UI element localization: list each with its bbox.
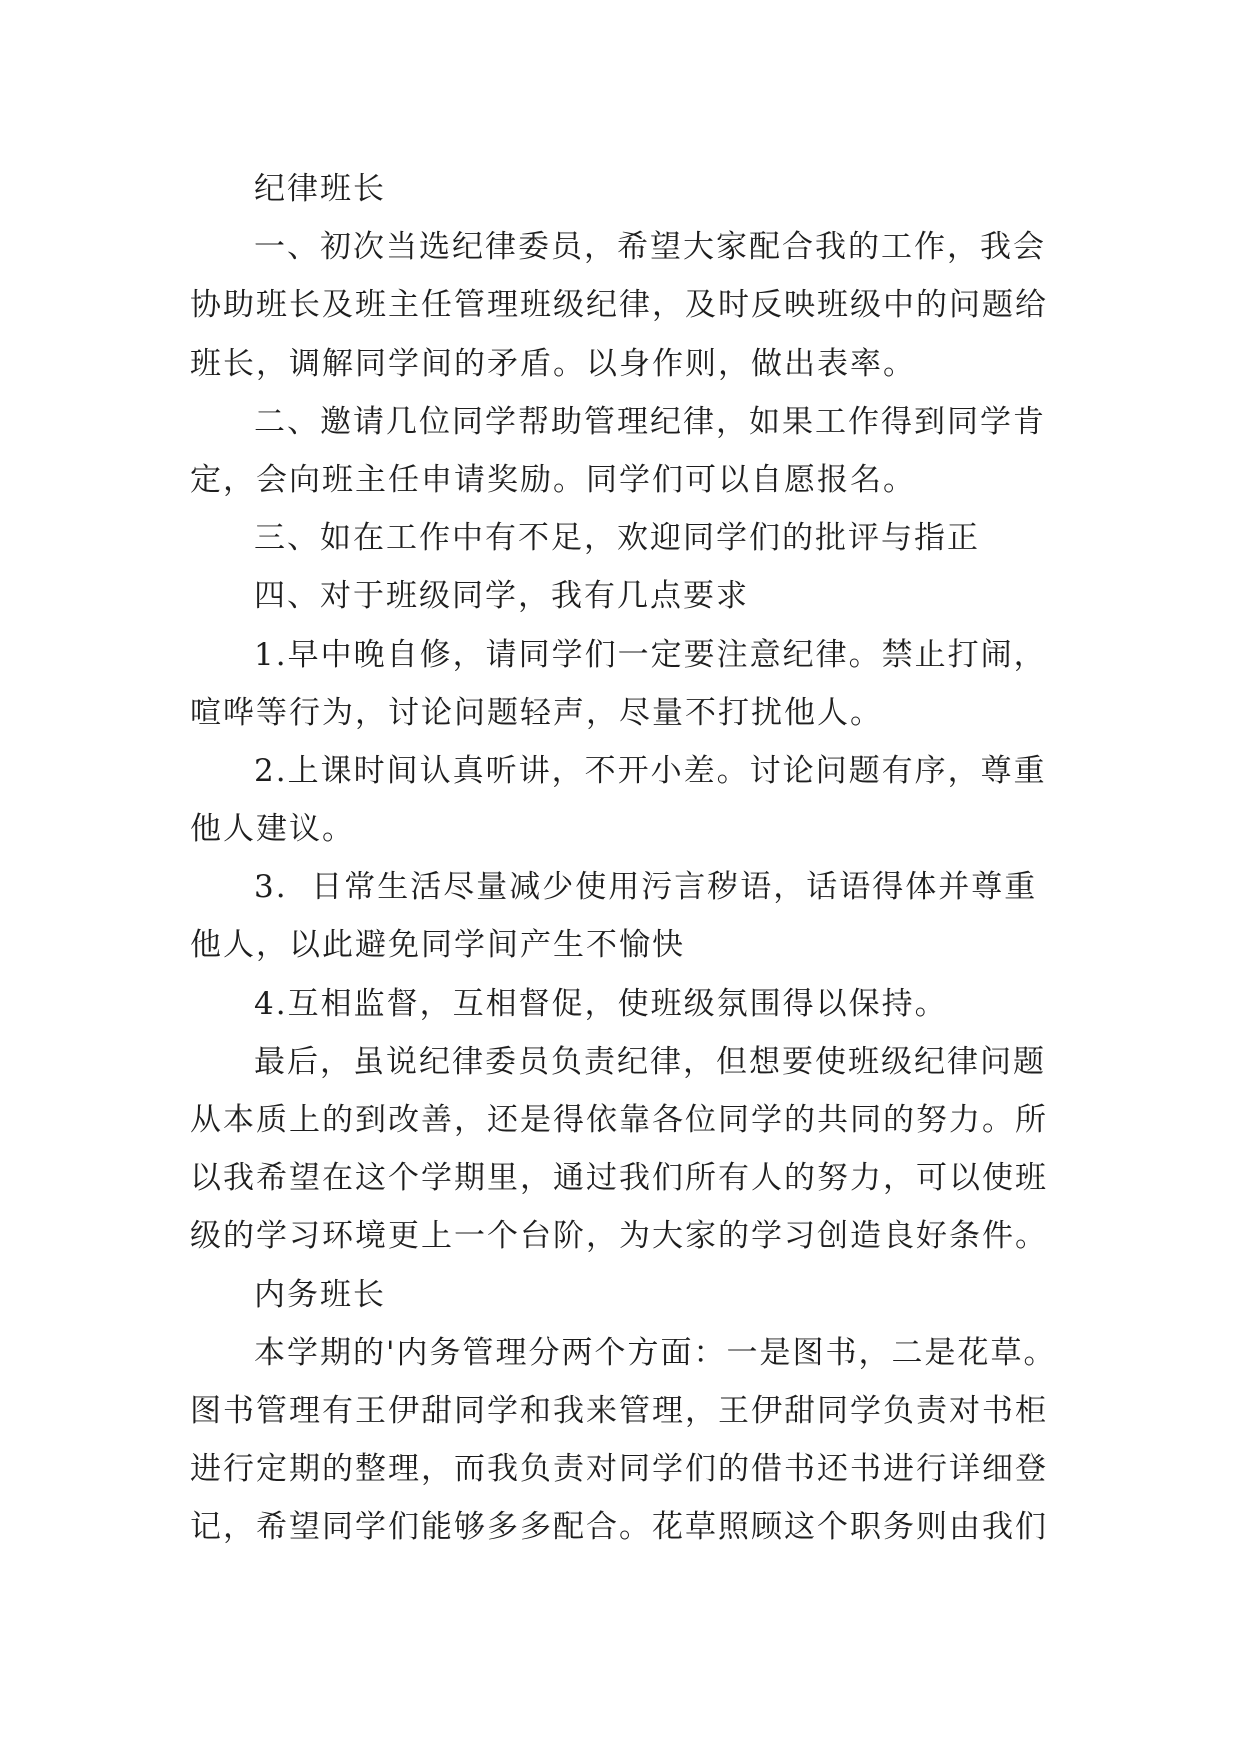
paragraph-line: 图书管理有王伊甜同学和我来管理，王伊甜同学负责对书柜 — [190, 1392, 1048, 1429]
paragraph-line: 三、如在工作中有不足，欢迎同学们的批评与指正 — [254, 520, 980, 557]
paragraph-line: 记，希望同学们能够多多配合。花草照顾这个职务则由我们 — [190, 1509, 1048, 1546]
paragraph-line: 二、邀请几位同学帮助管理纪律，如果工作得到同学肯 — [254, 403, 1046, 440]
paragraph-line: 级的学习环境更上一个台阶，为大家的学习创造良好条件。 — [190, 1218, 1048, 1255]
list-item-line: 2.上课时间认真听讲，不开小差。讨论问题有序，尊重 — [254, 752, 1047, 789]
paragraph-line: 定，会向班主任申请奖励。同学们可以自愿报名。 — [190, 461, 916, 498]
paragraph-line: 班长，调解同学间的矛盾。以身作则，做出表率。 — [190, 345, 916, 382]
list-item-line: 1.早中晚自修，请同学们一定要注意纪律。禁止打闹， — [254, 636, 1047, 673]
heading-housekeeping-monitor: 内务班长 — [254, 1276, 386, 1313]
paragraph-line: 协助班长及班主任管理班级纪律，及时反映班级中的问题给 — [190, 287, 1048, 324]
list-item-line: 喧哗等行为，讨论问题轻声，尽量不打扰他人。 — [190, 694, 883, 731]
list-item-line: 他人，以此避免同学间产生不愉快 — [190, 927, 685, 964]
paragraph-line: 以我希望在这个学期里，通过我们所有人的努力，可以使班 — [190, 1160, 1048, 1197]
list-item-line: 他人建议。 — [190, 811, 355, 848]
heading-discipline-monitor: 纪律班长 — [254, 171, 386, 207]
list-item-line: 4.互相监督，互相督促，使班级氛围得以保持。 — [254, 985, 948, 1022]
paragraph-line: 一、初次当选纪律委员，希望大家配合我的工作，我会 — [254, 229, 1046, 266]
paragraph-line: 从本质上的到改善，还是得依靠各位同学的共同的努力。所 — [190, 1102, 1048, 1138]
document-body — [190, 160, 1070, 1557]
paragraph-line: 最后，虽说纪律委员负责纪律，但想要使班级纪律问题 — [254, 1043, 1046, 1080]
list-item-line: 3. 日常生活尽量减少使用污言秽语，话语得体并尊重 — [254, 869, 1038, 906]
paragraph-line: 进行定期的整理，而我负责对同学们的借书还书进行详细登 — [190, 1451, 1048, 1488]
paragraph-line: 四、对于班级同学，我有几点要求 — [254, 578, 749, 615]
paragraph-line: 本学期的'内务管理分两个方面：一是图书，二是花草。 — [254, 1334, 1057, 1371]
